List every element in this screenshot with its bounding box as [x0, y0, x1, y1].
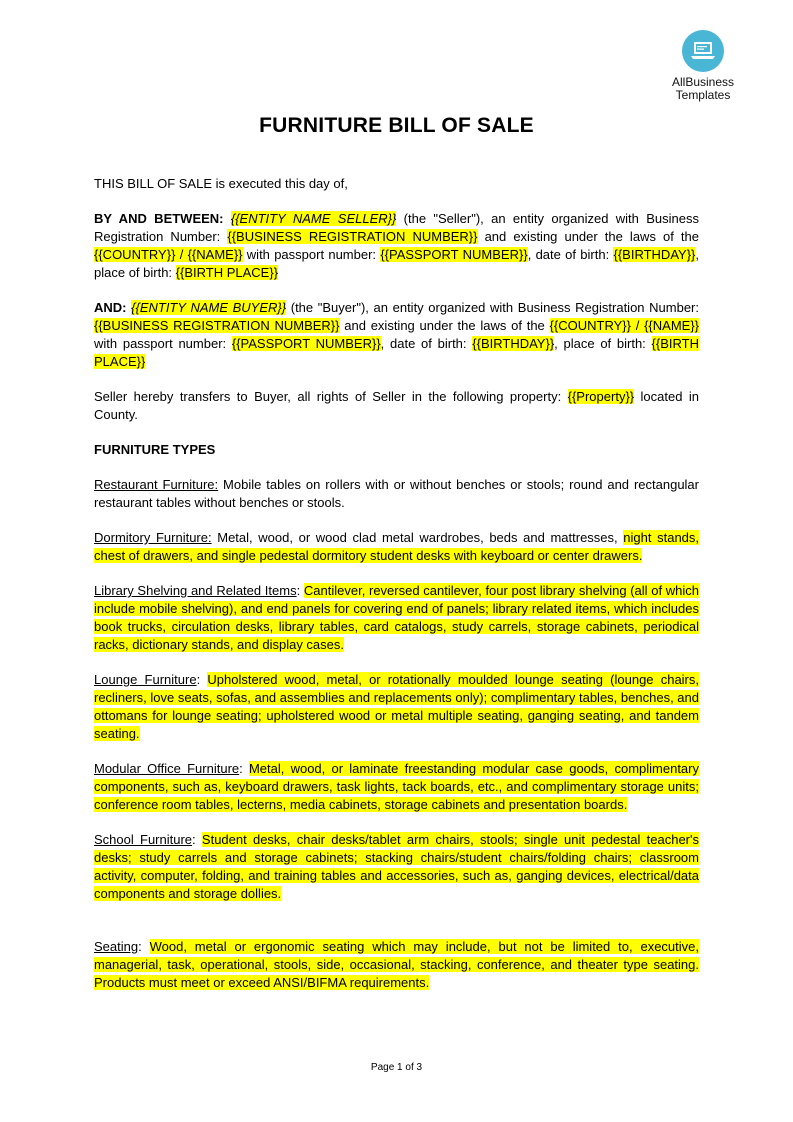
by-between-label: BY AND BETWEEN: [94, 211, 224, 226]
restaurant-section [94, 476, 699, 512]
seating-colon: : [138, 939, 150, 954]
modular-highlight: Metal, wood, or laminate freestanding modular case goods, complimentary components, such as, keyboard drawers, task lights, tack boards, etc., and complimentary storage units; conference room tables, lecterns, media cabinets, storage cabinets and presentation boards. [94, 761, 699, 812]
seller-paragraph [94, 210, 699, 282]
allbusiness-logo [668, 30, 738, 102]
library-colon: : [296, 583, 304, 598]
transfer-paragraph [94, 388, 699, 424]
page-number: Page 1 of 3 [370, 1062, 423, 1073]
buyer-passport-field: {{PASSPORT NUMBER}} [231, 336, 381, 351]
seating-section [94, 938, 699, 992]
lounge-highlight: Upholstered wood, metal, or rotationally moulded lounge seating (lounge chairs, recliners, love seats, sofas, and assemblies and replacements only); complimentary tables, benches, and ottomans for lounge seating; upholstered wood or metal multiple seating, ganging seating, and tandem seating. [94, 672, 700, 741]
dormitory-label: Dormitory Furniture: [94, 530, 212, 545]
lounge-colon: : [196, 672, 208, 687]
buyer-text-1: (the "Buyer"), an entity organized with Business Registration Number: [286, 300, 699, 315]
logo-line-2: Templates [675, 88, 731, 102]
seller-name-field: {{ENTITY NAME SELLER}} [230, 211, 397, 226]
logo-text [668, 76, 738, 102]
seating-highlight: Wood, metal or ergonomic seating which may include, but not be limited to, executive, managerial, task, operational, stools, side, occasional, stacking, conference, and theater type seating. Products must meet or exceed ANSI/BIFMA requirements. [94, 939, 700, 990]
school-colon: : [192, 832, 202, 847]
document-title: FURNITURE BILL OF SALE [259, 114, 534, 137]
library-section [94, 582, 699, 654]
seller-text-5: , place of birth: [94, 247, 700, 280]
school-section [94, 831, 699, 903]
property-field: {{Property}} [567, 389, 635, 404]
document-body [94, 175, 699, 1009]
logo-line-1: AllBusiness [671, 75, 735, 89]
buyer-text-4: , date of birth: [380, 336, 473, 351]
buyer-birthday-field: {{BIRTHDAY}} [472, 336, 555, 351]
transfer-text-2: located in County. [94, 389, 699, 422]
seller-text-4: , date of birth: [527, 247, 614, 262]
furniture-types-heading: FURNITURE TYPES [94, 442, 216, 457]
modular-colon: : [239, 761, 249, 776]
transfer-text-1: Seller hereby transfers to Buyer, all rights of Seller in the following property: [94, 389, 568, 404]
and-label: AND: [94, 300, 127, 315]
buyer-text-2: and existing under the laws of the [339, 318, 550, 333]
buyer-name-field: {{ENTITY NAME BUYER}} [131, 300, 287, 315]
dormitory-highlight: night stands, chest of drawers, and single pedestal dormitory student desks with keyboard or center drawers. [94, 530, 700, 563]
seller-reg-number-field: {{BUSINESS REGISTRATION NUMBER}} [227, 229, 478, 244]
library-highlight: Cantilever, reversed cantilever, four post library shelving (all of which include mobile shelving), and end panels for covering end of panels; library related items, which includes book trucks, circulation desks, library tables, card catalogs, study carrels, storage cabinets, periodical racks, dictionary stands, and display cases. [94, 583, 699, 652]
buyer-text-3: with passport number: [94, 336, 232, 351]
intro-paragraph: THIS BILL OF SALE is executed this day of, [94, 176, 348, 191]
school-highlight: Student desks, chair desks/tablet arm chairs, stools; single unit pedestal teacher's desks; study carrels and storage cabinets; stacking chairs/student chairs/folding chairs; classroom activity, computer, folding, and training tables and accessories, such as, ganging devices, electrical/data components and storage dollies. [94, 832, 699, 901]
buyer-birth-place-field: {{BIRTH PLACE}} [94, 336, 699, 369]
seller-birth-place-field: {{BIRTH PLACE}} [175, 265, 279, 280]
lounge-label: Lounge Furniture [94, 672, 197, 687]
restaurant-text: Mobile tables on rollers with or without benches or stools; round and rectangular restaurant tables without benches or stools. [94, 477, 699, 510]
seller-birthday-field: {{BIRTHDAY}} [613, 247, 696, 262]
school-label: School Furniture [94, 832, 193, 847]
dormitory-text: Metal, wood, or wood clad metal wardrobes, beds and mattresses, [211, 530, 624, 545]
laptop-icon [691, 41, 715, 61]
modular-section [94, 760, 699, 814]
modular-label: Modular Office Furniture [94, 761, 240, 776]
lounge-section [94, 671, 699, 743]
seating-label: Seating [94, 939, 139, 954]
restaurant-label: Restaurant Furniture: [94, 477, 219, 492]
seller-passport-field: {{PASSPORT NUMBER}} [380, 247, 528, 262]
seller-country-field: {{COUNTRY}} / {{NAME}} [94, 247, 243, 262]
buyer-paragraph [94, 299, 699, 371]
seller-text-3: with passport number: [242, 247, 381, 262]
seller-text-2: and existing under the laws of the [477, 229, 699, 244]
buyer-country-field: {{COUNTRY}} / {{NAME}} [549, 318, 700, 333]
seller-text-1: (the "Seller"), an entity organized with Business Registration Number: [94, 211, 699, 244]
dormitory-section [94, 529, 699, 565]
library-label: Library Shelving and Related Items [94, 583, 297, 598]
buyer-reg-number-field: {{BUSINESS REGISTRATION NUMBER}} [94, 318, 340, 333]
buyer-text-5: , place of birth: [554, 336, 652, 351]
logo-badge [682, 30, 724, 72]
